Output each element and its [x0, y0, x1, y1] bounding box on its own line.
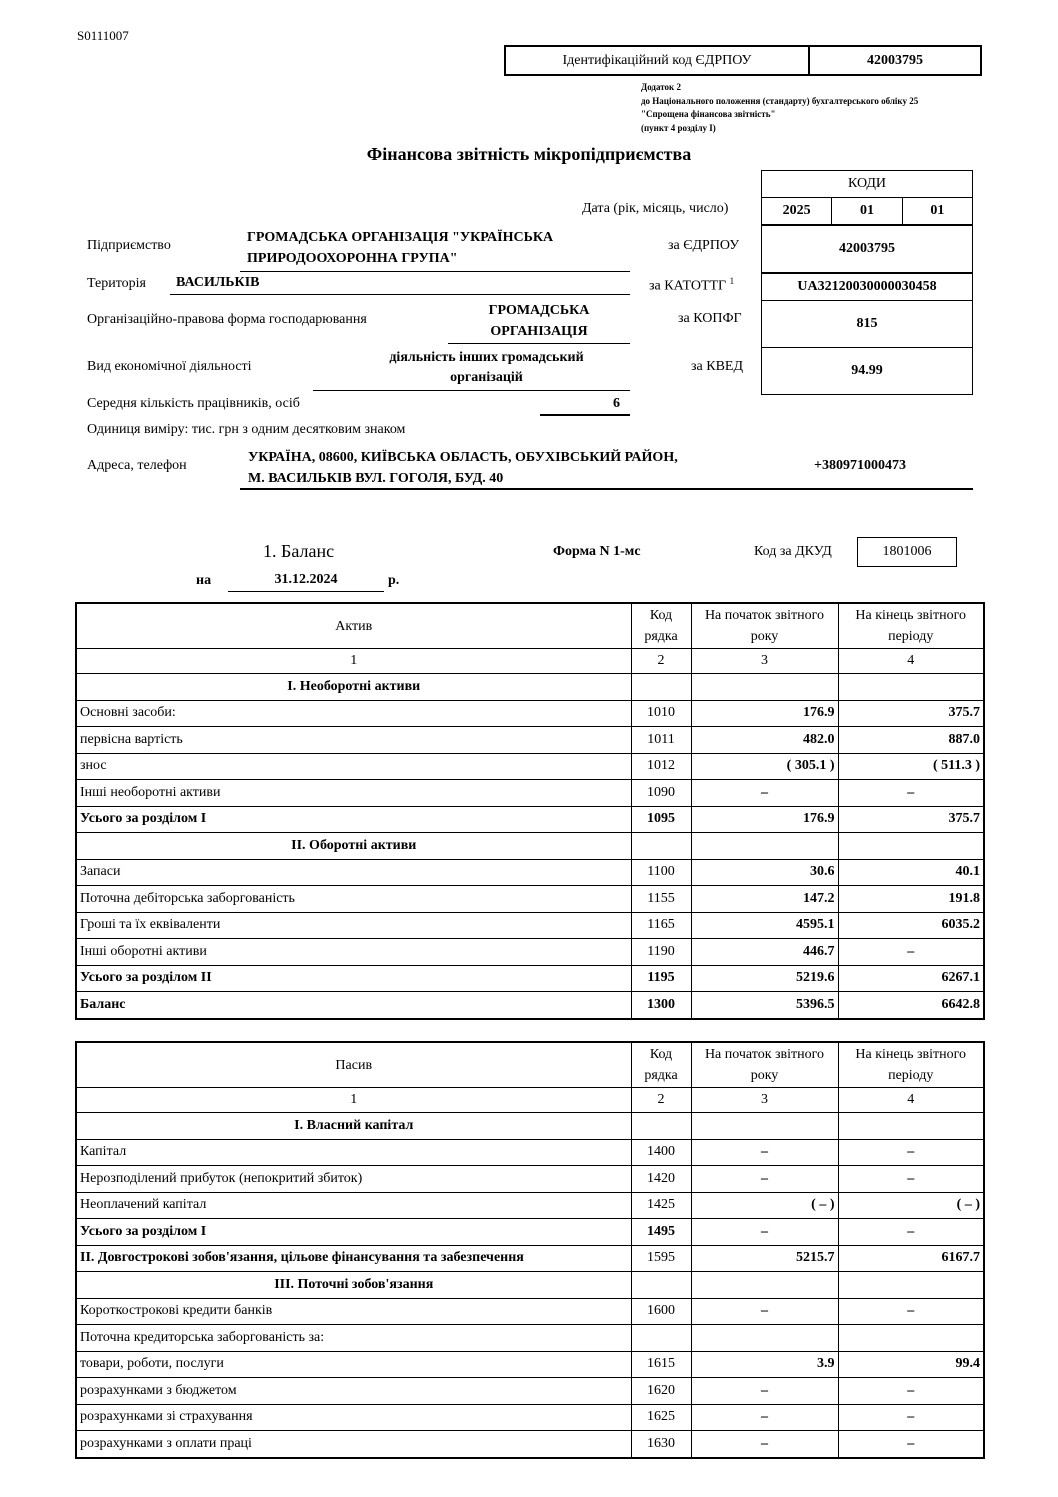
row-start-value: 482.0 — [691, 727, 838, 754]
annex-line: (пункт 4 розділу І) — [641, 122, 716, 133]
table-row — [76, 1219, 984, 1246]
row-name: ІІІ. Поточні зобов'язання — [76, 1272, 631, 1299]
table-row — [76, 1325, 984, 1352]
row-end-value: 375.7 — [838, 700, 984, 727]
row-name: Баланс — [76, 992, 631, 1019]
row-start-value: – — [691, 1298, 838, 1325]
row-name: Нерозподілений прибуток (непокритий збиток) — [76, 1166, 631, 1193]
annex-line: "Спрощена фінансова звітність" — [641, 109, 776, 119]
katottg-label — [649, 276, 734, 295]
row-name: ІІ. Оборотні активи — [76, 833, 631, 860]
address-line: УКРАЇНА, 08600, КИЇВСЬКА ОБЛАСТЬ, ОБУХІВСЬКИЙ РАЙОН, — [248, 450, 678, 465]
col-number: 3 — [691, 1088, 838, 1113]
table-row — [76, 727, 984, 754]
row-code: 1630 — [631, 1431, 691, 1458]
row-end-value: ( 511.3 ) — [838, 753, 984, 780]
date-suffix: р. — [388, 573, 400, 588]
row-code: 1625 — [631, 1404, 691, 1431]
row-name: первісна вартість — [76, 727, 631, 754]
form-number: Форма N 1-мс — [553, 544, 641, 559]
row-start-value: 3.9 — [691, 1351, 838, 1378]
form-code: S0111007 — [77, 28, 129, 43]
row-end-value: – — [838, 1166, 984, 1193]
row-start-value: 147.2 — [691, 886, 838, 913]
row-name: Усього за розділом І — [76, 806, 631, 833]
assets-table — [75, 602, 985, 1020]
annex-line: до Національного положення (стандарту) бухгалтерського обліку 25 — [641, 95, 919, 106]
codes-box — [761, 170, 973, 395]
col-number: 4 — [838, 1088, 984, 1113]
row-name: Гроші та їх еквіваленти — [76, 912, 631, 939]
row-start-value: ( – ) — [691, 1192, 838, 1219]
activity-line: організацій — [450, 370, 523, 385]
row-name: Поточна кредиторська заборгованість за: — [76, 1325, 631, 1352]
row-start-value: – — [691, 1404, 838, 1431]
table-row — [76, 859, 984, 886]
enterprise-line: ПРИРОДООХОРОННА ГРУПА" — [247, 251, 458, 266]
enterprise-label: Підприємство — [87, 238, 171, 253]
row-name: І. Власний капітал — [76, 1113, 631, 1140]
balance-date: 31.12.2024 — [228, 572, 384, 592]
row-end-value: ( – ) — [838, 1192, 984, 1219]
col-header-code: Код рядка — [631, 1042, 691, 1088]
phone-value: +380971000473 — [814, 458, 906, 473]
edrpou-label: за ЄДРПОУ — [668, 238, 740, 253]
row-code: 1400 — [631, 1139, 691, 1166]
row-end-value: 6267.1 — [838, 965, 984, 992]
row-end-value: – — [838, 1298, 984, 1325]
activity-label: Вид економічної діяльності — [87, 359, 252, 374]
table-row — [76, 939, 984, 966]
address-value — [248, 447, 678, 489]
katottg-label-text: за КАТОТТГ — [649, 278, 727, 294]
row-end-value: 6642.8 — [838, 992, 984, 1019]
row-code: 1420 — [631, 1166, 691, 1193]
table-row — [76, 1245, 984, 1272]
row-end-value: – — [838, 939, 984, 966]
table-row — [76, 992, 984, 1019]
row-start-value: – — [691, 1139, 838, 1166]
row-name: знос — [76, 753, 631, 780]
row-name: Усього за розділом ІІ — [76, 965, 631, 992]
row-name: Усього за розділом І — [76, 1219, 631, 1246]
row-name: Неоплачений капітал — [76, 1192, 631, 1219]
table-row — [76, 833, 984, 860]
code-katottg: UA32120030000030458 — [762, 274, 972, 301]
col-number: 1 — [76, 1088, 631, 1113]
table-row — [76, 1139, 984, 1166]
row-end-value: 6167.7 — [838, 1245, 984, 1272]
row-code: 1011 — [631, 727, 691, 754]
legal-form-label: Організаційно-правова форма господарювання — [87, 312, 367, 327]
employees-value: 6 — [540, 396, 630, 416]
table-row — [76, 1166, 984, 1193]
table-row — [76, 886, 984, 913]
row-name: товари, роботи, послуги — [76, 1351, 631, 1378]
row-code: 1010 — [631, 700, 691, 727]
row-code: 1595 — [631, 1245, 691, 1272]
row-name: Інші оборотні активи — [76, 939, 631, 966]
date-label: Дата (рік, місяць, число) — [582, 201, 729, 216]
row-start-value: 30.6 — [691, 859, 838, 886]
row-code: 1012 — [631, 753, 691, 780]
row-code: 1620 — [631, 1378, 691, 1405]
row-start-value: 5215.7 — [691, 1245, 838, 1272]
row-end-value: 375.7 — [838, 806, 984, 833]
col-header-liability: Пасив — [76, 1042, 631, 1088]
col-number: 4 — [838, 649, 984, 674]
table-row — [76, 1431, 984, 1458]
codes-header: КОДИ — [762, 171, 972, 198]
col-header-end: На кінець звітного періоду — [838, 603, 984, 649]
code-kopfg: 815 — [762, 301, 972, 348]
code-kved: 94.99 — [851, 363, 883, 378]
row-end-value: – — [838, 780, 984, 807]
table-row — [76, 1351, 984, 1378]
row-code: 1155 — [631, 886, 691, 913]
unit-note: Одиниця виміру: тис. грн з одним десятковим знаком — [87, 422, 406, 437]
address-underline — [240, 488, 973, 490]
legal-form-line: ГРОМАДСЬКА — [488, 303, 590, 318]
row-name: Капітал — [76, 1139, 631, 1166]
row-end-value: 99.4 — [838, 1351, 984, 1378]
table-row — [76, 912, 984, 939]
row-name: Поточна дебіторська заборгованість — [76, 886, 631, 913]
table-row — [76, 1298, 984, 1325]
row-end-value: – — [838, 1139, 984, 1166]
activity-line: діяльність інших громадський — [389, 350, 584, 365]
table-row — [76, 806, 984, 833]
col-header-code: Код рядка — [631, 603, 691, 649]
section-title: 1. Баланс — [263, 541, 335, 561]
codes-date — [762, 198, 972, 226]
date-prefix: на — [196, 573, 212, 588]
table-row — [76, 1272, 984, 1299]
row-start-value: 5396.5 — [691, 992, 838, 1019]
table-row — [76, 700, 984, 727]
territory-label: Територія — [87, 276, 146, 291]
legal-form-line: ОРГАНІЗАЦІЯ — [490, 324, 588, 339]
table-row — [76, 1192, 984, 1219]
row-name: І. Необоротні активи — [76, 674, 631, 701]
row-start-value: 176.9 — [691, 700, 838, 727]
row-end-value: – — [838, 1378, 984, 1405]
row-end-value: 40.1 — [838, 859, 984, 886]
kopfg-label: за КОПФГ — [678, 311, 742, 326]
row-start-value: 4595.1 — [691, 912, 838, 939]
row-end-value: 6035.2 — [838, 912, 984, 939]
employees-label: Середня кількість працівників, осіб — [87, 396, 300, 411]
date-day: 01 — [930, 203, 945, 218]
legal-form-value — [448, 300, 630, 344]
date-year: 2025 — [762, 198, 832, 224]
row-code: 1095 — [631, 806, 691, 833]
row-start-value: ( 305.1 ) — [691, 753, 838, 780]
row-name: розрахунками з оплати праці — [76, 1431, 631, 1458]
row-name: розрахунками зі страхування — [76, 1404, 631, 1431]
address-line: М. ВАСИЛЬКІВ ВУЛ. ГОГОЛЯ, БУД. 40 — [248, 471, 504, 486]
row-name: Короткострокові кредити банків — [76, 1298, 631, 1325]
edrpou-box-value: 42003795 — [867, 52, 923, 68]
row-code: 1090 — [631, 780, 691, 807]
row-code: 1495 — [631, 1219, 691, 1246]
row-name: Запаси — [76, 859, 631, 886]
date-month: 01 — [832, 198, 902, 224]
row-start-value: 446.7 — [691, 939, 838, 966]
col-header-end: На кінець звітного періоду — [838, 1042, 984, 1088]
annex-line: Додаток 2 — [641, 82, 681, 92]
row-code: 1165 — [631, 912, 691, 939]
row-start-value: – — [691, 780, 838, 807]
footnote-marker: 1 — [729, 276, 735, 286]
table-row — [76, 965, 984, 992]
enterprise-line: ГРОМАДСЬКА ОРГАНІЗАЦІЯ "УКРАЇНСЬКА — [247, 230, 554, 245]
row-code: 1615 — [631, 1351, 691, 1378]
col-number: 3 — [691, 649, 838, 674]
code-edrpou: 42003795 — [762, 226, 972, 274]
liabilities-table — [75, 1041, 985, 1459]
row-name: розрахунками з бюджетом — [76, 1378, 631, 1405]
row-start-value: – — [691, 1219, 838, 1246]
row-code: 1195 — [631, 965, 691, 992]
row-start-value: – — [691, 1431, 838, 1458]
enterprise-name — [240, 227, 630, 272]
table-row — [76, 1113, 984, 1140]
row-start-value: 5219.6 — [691, 965, 838, 992]
row-code: 1190 — [631, 939, 691, 966]
row-start-value: – — [691, 1166, 838, 1193]
column-numbers-row — [76, 649, 984, 674]
row-end-value: – — [838, 1219, 984, 1246]
row-start-value: – — [691, 1378, 838, 1405]
row-name: Інші необоротні активи — [76, 780, 631, 807]
annex-note — [641, 81, 918, 135]
table-row — [76, 753, 984, 780]
row-name: Основні засоби: — [76, 700, 631, 727]
col-number: 2 — [631, 649, 691, 674]
row-code: 1300 — [631, 992, 691, 1019]
table-row — [76, 1378, 984, 1405]
col-header-start: На початок звітного року — [691, 603, 838, 649]
dkud-label: Код за ДКУД — [754, 544, 832, 559]
dkud-code: 1801006 — [857, 537, 957, 567]
address-label: Адреса, телефон — [87, 458, 187, 473]
row-name: ІІ. Довгострокові зобов'язання, цільове фінансування та забезпечення — [76, 1245, 631, 1272]
row-code: 1100 — [631, 859, 691, 886]
col-number: 2 — [631, 1088, 691, 1113]
col-header-start: На початок звітного року — [691, 1042, 838, 1088]
col-header-asset: Актив — [76, 603, 631, 649]
row-code: 1600 — [631, 1298, 691, 1325]
column-numbers-row — [76, 1088, 984, 1113]
row-end-value: 191.8 — [838, 886, 984, 913]
table-row — [76, 674, 984, 701]
table-row — [76, 780, 984, 807]
activity-value — [313, 348, 630, 391]
row-end-value: – — [838, 1431, 984, 1458]
row-start-value: 176.9 — [691, 806, 838, 833]
row-end-value: – — [838, 1404, 984, 1431]
edrpou-box — [504, 45, 982, 76]
page-title: Фінансова звітність мікропідприємства — [366, 144, 692, 164]
territory-value: ВАСИЛЬКІВ — [170, 275, 630, 295]
row-end-value: 887.0 — [838, 727, 984, 754]
kved-label: за КВЕД — [691, 359, 744, 374]
table-row — [76, 1404, 984, 1431]
edrpou-box-label: Ідентифікаційний код ЄДРПОУ — [506, 47, 810, 74]
row-code: 1425 — [631, 1192, 691, 1219]
col-number: 1 — [76, 649, 631, 674]
